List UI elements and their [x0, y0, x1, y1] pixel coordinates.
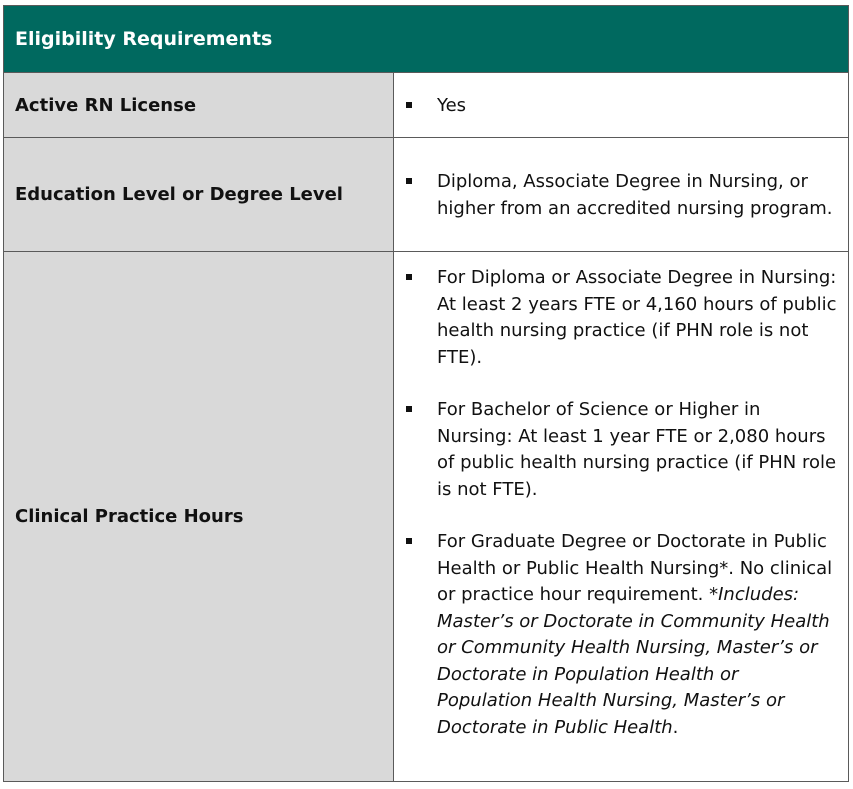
- list-item-content: [437, 529, 838, 741]
- table-row-rn-license: [4, 73, 848, 138]
- row-label: Active RN License: [4, 73, 394, 137]
- row-label: Clinical Practice Hours: [4, 252, 394, 781]
- square-bullet-icon: [406, 169, 437, 222]
- row-value: [394, 138, 848, 251]
- eligibility-table: [3, 5, 849, 782]
- list-item-text: For Graduate Degree or Doctorate in Public Health or Public Health Nursing*. No clinical or practice hour requirement.: [437, 531, 833, 605]
- list-item: [406, 265, 838, 371]
- square-bullet-icon: [406, 93, 437, 120]
- table-title: Eligibility Requirements: [15, 28, 273, 50]
- list-item-text: For Diploma or Associate Degree in Nursing: At least 2 years FTE or 4,160 hours of public health nursing practice (if PHN role is not FTE).: [437, 267, 837, 368]
- square-bullet-icon: [406, 397, 437, 503]
- list-item: [406, 93, 838, 120]
- footnote-end: .: [672, 716, 679, 738]
- list-item: [406, 397, 838, 503]
- list-item-text: For Bachelor of Science or Higher in Nursing: At least 1 year FTE or 2,080 hours of public health nursing practice (if PHN role is not FTE).: [437, 399, 837, 500]
- list-item: [406, 169, 838, 222]
- footnote-text: *Includes: Master’s or Doctorate in Community Health or Community Health Nursing, Master’s or Doctorate in Population Health or Population Health Nursing, Master’s or Doctorate in Public Health: [437, 584, 830, 738]
- list-item-text: Diploma, Associate Degree in Nursing, or higher from an accredited nursing program.: [437, 171, 833, 219]
- row-value: [394, 73, 848, 137]
- square-bullet-icon: [406, 265, 437, 371]
- row-label: Education Level or Degree Level: [4, 138, 394, 251]
- row-value: [394, 252, 848, 781]
- table-header: [4, 6, 848, 73]
- table-row-clinical-hours: [4, 252, 848, 781]
- square-bullet-icon: [406, 529, 437, 741]
- list-item-text: Yes: [437, 95, 467, 116]
- table-row-education: [4, 138, 848, 252]
- list-item: [406, 529, 838, 741]
